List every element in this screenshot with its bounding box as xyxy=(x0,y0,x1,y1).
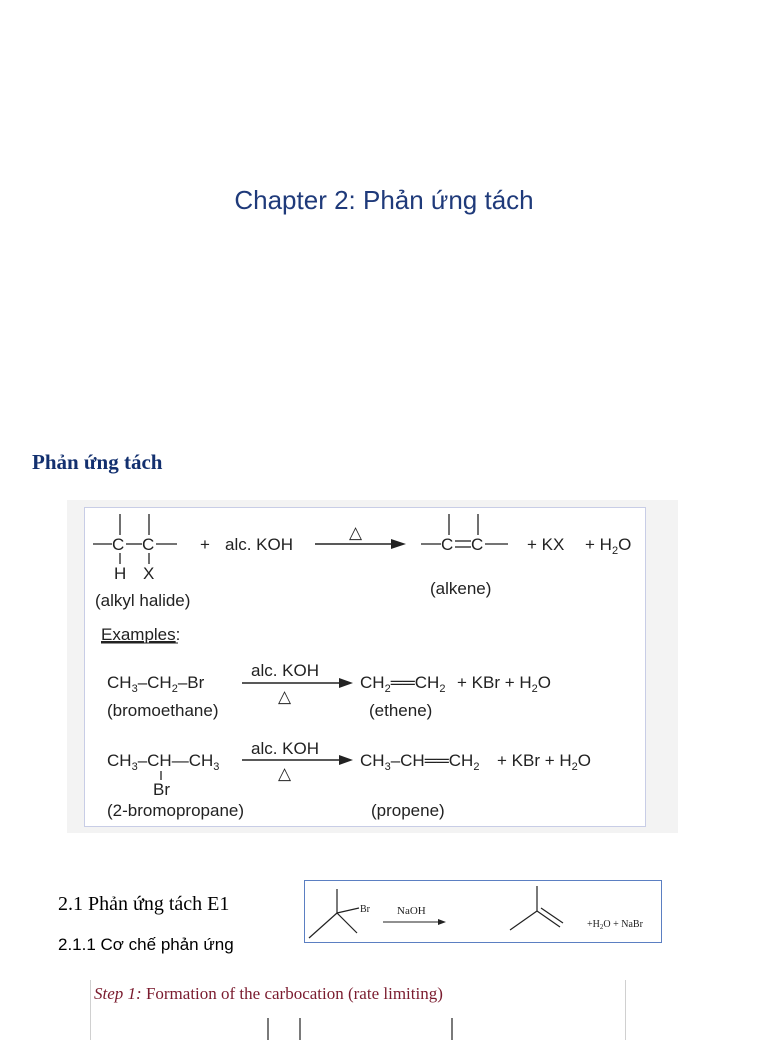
br-substituent: Br xyxy=(153,780,170,799)
mechanism-heading: 2.1.1 Cơ chế phản ứng xyxy=(58,935,234,954)
alkene-structure xyxy=(421,514,508,547)
ex2-byproducts: + KBr + $H_2O$ xyxy=(497,751,591,773)
section-e1-heading: 2.1 Phản ứng tách E1 xyxy=(58,893,230,915)
bromoethane-label: (bromoethane) xyxy=(107,701,219,720)
naoh-reaction-diagram xyxy=(305,881,661,942)
naoh-reagent: NaOH xyxy=(397,905,426,917)
bromoethane-formula: $CH_3-CH_2-Br$ xyxy=(107,673,205,695)
ex1-heat-symbol: △ xyxy=(278,687,292,706)
step-1-heading xyxy=(94,984,443,1004)
ex1-reagent: alc. KOH xyxy=(251,661,320,680)
examples-label: Examples: xyxy=(101,625,181,644)
heat-symbol: △ xyxy=(349,523,363,542)
naoh-br-label: Br xyxy=(360,904,370,915)
alkyl-halide-structure xyxy=(93,514,177,564)
elimination-figure xyxy=(84,507,646,827)
ex1-byproducts: + KBr + $H_2O$ xyxy=(457,673,551,695)
step-1-label: Step 1: xyxy=(94,984,142,1003)
halogen-label: X xyxy=(143,564,155,583)
isobutylene-structure xyxy=(510,886,563,930)
ethene-formula: $CH_2══CH_2$ xyxy=(360,673,446,695)
propene-label: (propene) xyxy=(371,801,445,820)
hydrogen-label: H xyxy=(114,564,127,583)
carbon-2: C xyxy=(142,535,155,554)
naoh-reaction-figure xyxy=(304,880,662,943)
alkyl-halide-label: (alkyl halide) xyxy=(95,591,191,610)
plus-sign: + xyxy=(200,535,210,554)
chapter-title: Chapter 2: Phản ứng tách xyxy=(234,185,534,215)
alkene-carbon-1: C xyxy=(441,535,454,554)
section-heading: Phản ứng tách xyxy=(32,450,163,474)
alkene-carbon-2: C xyxy=(471,535,484,554)
bromopropane-label: (2-bromopropane) xyxy=(107,801,245,820)
naoh-arrow xyxy=(383,919,446,925)
ex2-reagent: alc. KOH xyxy=(251,739,320,758)
kx-byproduct: + KX xyxy=(527,535,565,554)
reagent-label: alc. KOH xyxy=(225,535,294,554)
bromopropane-formula: $CH_3-CH—CH_3$ xyxy=(107,751,220,773)
ethene-label: (ethene) xyxy=(369,701,433,720)
propene-formula: $CH_3-CH══CH_2$ xyxy=(360,751,480,773)
tert-butyl-bromide-structure xyxy=(309,889,359,938)
naoh-products: $+H_2O$ + NaBr xyxy=(587,919,643,931)
ex2-heat-symbol: △ xyxy=(278,764,292,783)
step-1-text: Formation of the carbocation (rate limiting) xyxy=(145,984,443,1003)
alkene-label: (alkene) xyxy=(430,579,492,598)
water-byproduct: + $H_2O$ xyxy=(585,535,632,557)
carbon-1: C xyxy=(112,535,125,554)
elimination-diagram xyxy=(85,508,645,826)
